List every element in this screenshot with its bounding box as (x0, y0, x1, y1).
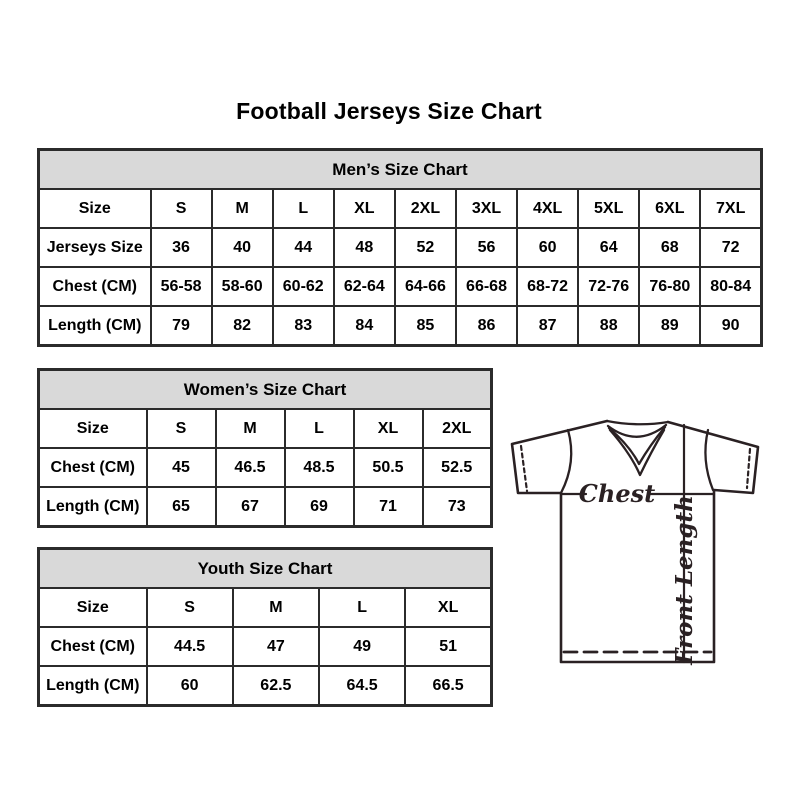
women-cell: 69 (285, 487, 354, 527)
youth-table-row (39, 627, 492, 666)
men-row-label: Size (39, 189, 151, 228)
womens-size-chart-section (37, 368, 493, 528)
women-table-row (39, 487, 492, 527)
women-table-row (39, 448, 492, 487)
men-table-row (39, 306, 762, 346)
youth-cell: XL (405, 588, 491, 627)
youth-cell: 49 (319, 627, 405, 666)
men-cell: 40 (212, 228, 273, 267)
womens-size-chart-table (37, 368, 493, 528)
youth-cell: M (233, 588, 319, 627)
men-cell: 48 (334, 228, 395, 267)
page-title: Football Jerseys Size Chart (236, 98, 542, 124)
jersey-sleeve-seam-right (705, 430, 713, 490)
men-cell: 62-64 (334, 267, 395, 306)
jersey-sleeve-seam-left (561, 430, 571, 493)
men-cell: 52 (395, 228, 456, 267)
women-cell: M (216, 409, 285, 448)
men-cell: 76-80 (639, 267, 700, 306)
women-cell: XL (354, 409, 423, 448)
front-length-label: Front Length (671, 495, 698, 665)
youth-cell: 60 (147, 666, 233, 706)
women-table-row (39, 409, 492, 448)
women-cell: 45 (147, 448, 216, 487)
men-cell: 56 (456, 228, 517, 267)
youth-cell: 62.5 (233, 666, 319, 706)
men-cell: 60-62 (273, 267, 334, 306)
men-cell: XL (334, 189, 395, 228)
men-cell: 87 (517, 306, 578, 346)
men-cell: 4XL (517, 189, 578, 228)
youth-row-label: Length (CM) (39, 666, 147, 706)
women-cell: 50.5 (354, 448, 423, 487)
men-cell: 89 (639, 306, 700, 346)
youth-cell: 66.5 (405, 666, 491, 706)
mens-size-chart-section (37, 148, 763, 347)
men-cell: 5XL (578, 189, 639, 228)
men-cell: 85 (395, 306, 456, 346)
women-row-label: Size (39, 409, 147, 448)
men-cell: 68-72 (517, 267, 578, 306)
men-cell: 6XL (639, 189, 700, 228)
men-row-label: Chest (CM) (39, 267, 151, 306)
men-cell: 82 (212, 306, 273, 346)
women-cell: S (147, 409, 216, 448)
youth-size-chart-section (37, 547, 493, 707)
jersey-measurement-diagram (505, 412, 775, 672)
youth-cell: 47 (233, 627, 319, 666)
men-cell: M (212, 189, 273, 228)
men-cell: 64-66 (395, 267, 456, 306)
women-cell: 67 (216, 487, 285, 527)
men-table-row (39, 267, 762, 306)
youth-row-label: Chest (CM) (39, 627, 147, 666)
women-row-label: Length (CM) (39, 487, 147, 527)
youth-cell: L (319, 588, 405, 627)
men-cell: 58-60 (212, 267, 273, 306)
men-cell: 64 (578, 228, 639, 267)
mens-size-chart-table (37, 148, 763, 347)
youth-cell: 64.5 (319, 666, 405, 706)
women-table-title: Women’s Size Chart (39, 370, 492, 410)
men-cell: 80-84 (700, 267, 761, 306)
men-cell: 90 (700, 306, 761, 346)
youth-row-label: Size (39, 588, 147, 627)
men-cell: 60 (517, 228, 578, 267)
youth-table-row (39, 588, 492, 627)
jersey-collar (607, 421, 668, 424)
youth-size-chart-table (37, 547, 493, 707)
men-cell: 36 (151, 228, 212, 267)
youth-table-title: Youth Size Chart (39, 549, 492, 589)
jersey-cuff-dashes-left (521, 446, 527, 491)
women-cell: 48.5 (285, 448, 354, 487)
women-cell: 73 (423, 487, 492, 527)
men-cell: 7XL (700, 189, 761, 228)
men-table-row (39, 228, 762, 267)
men-row-label: Length (CM) (39, 306, 151, 346)
youth-cell: S (147, 588, 233, 627)
men-cell: 84 (334, 306, 395, 346)
women-cell: 52.5 (423, 448, 492, 487)
men-cell: L (273, 189, 334, 228)
women-row-label: Chest (CM) (39, 448, 147, 487)
women-cell: 71 (354, 487, 423, 527)
youth-table-row (39, 666, 492, 706)
chest-label: Chest (578, 479, 656, 508)
jersey-cuff-dashes-right (747, 449, 750, 488)
men-cell: 72-76 (578, 267, 639, 306)
youth-cell: 51 (405, 627, 491, 666)
men-cell: 3XL (456, 189, 517, 228)
men-cell: 88 (578, 306, 639, 346)
men-cell: 44 (273, 228, 334, 267)
women-cell: 2XL (423, 409, 492, 448)
women-cell: 65 (147, 487, 216, 527)
men-table-row (39, 189, 762, 228)
men-cell: S (151, 189, 212, 228)
men-cell: 2XL (395, 189, 456, 228)
men-cell: 79 (151, 306, 212, 346)
men-table-title: Men’s Size Chart (39, 150, 762, 190)
men-cell: 86 (456, 306, 517, 346)
men-cell: 83 (273, 306, 334, 346)
women-cell: 46.5 (216, 448, 285, 487)
men-cell: 66-68 (456, 267, 517, 306)
youth-cell: 44.5 (147, 627, 233, 666)
women-cell: L (285, 409, 354, 448)
men-cell: 68 (639, 228, 700, 267)
men-cell: 56-58 (151, 267, 212, 306)
men-row-label: Jerseys Size (39, 228, 151, 267)
men-cell: 72 (700, 228, 761, 267)
